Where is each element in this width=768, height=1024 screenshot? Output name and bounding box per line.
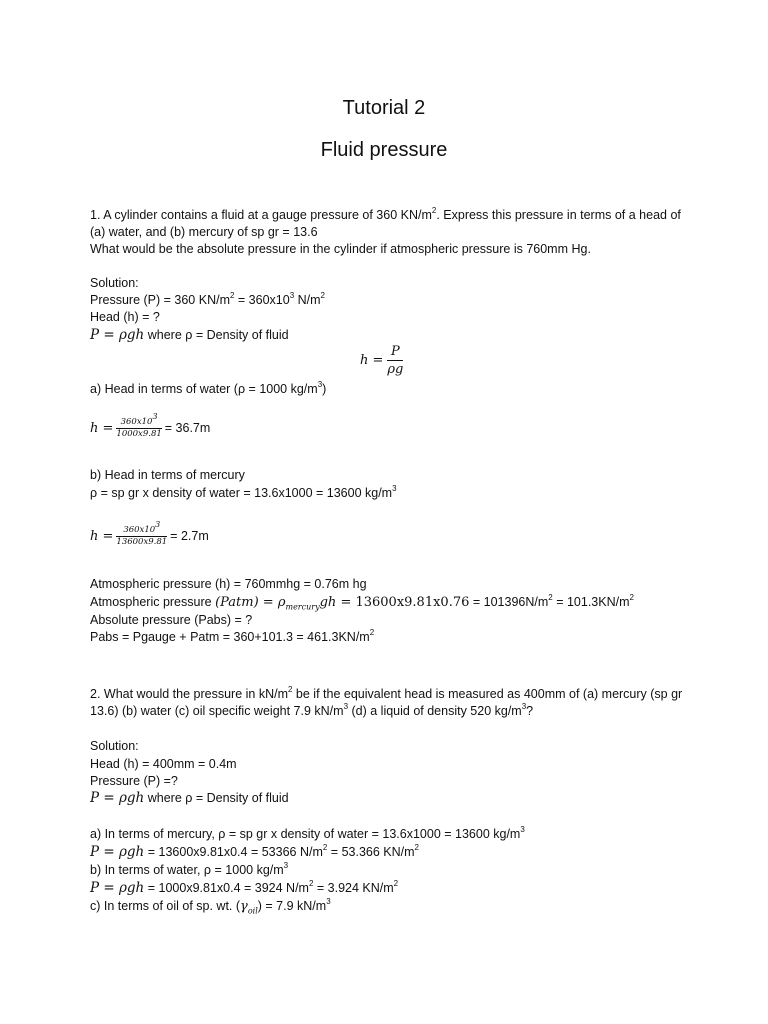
head-given: Head (h) = 400mm = 0.4m	[90, 757, 237, 771]
mercury-density: ρ = sp gr x density of water = 13.6x1000 = 13600 $kg/m^3$	[90, 483, 397, 500]
head-water-calc: h = $\frac{360x10^3}{1000x9.81}$ = 36.7m	[90, 412, 211, 439]
oil-specific-weight: c) In terms of oil of sp. wt. $(\gamma_{oil}) = 7.9$ $kN/m^3$	[90, 896, 331, 916]
mercury-pressure-calc: P = ρgh = 13600x9.81x0.4 = 53366 $N/m^2 = 53.366$ $KN/m^2$	[90, 842, 419, 860]
solution-2-label: Solution:	[90, 739, 139, 753]
atm-pressure-calc: Atmospheric pressure (Patm) = $\rho_{mercury}gh = 13600x9.81x0.76 = 101396N/m^2 = 101.3KN/m^2$	[90, 592, 634, 612]
document-subtitle: Fluid pressure	[320, 139, 448, 161]
head-unknown: Head (h) = ?	[90, 310, 160, 324]
absolute-pressure-calc: Pabs = Pgauge + Patm = $360+101.3 = 461.3KN/m^2$	[90, 627, 375, 644]
question-1-text: 1. A cylinder contains a fluid at a gauge pressure of 360 $KN/m^2$. Express this pressure in terms of a head of (a) water, and (b) mercury of sp gr = 13.6	[90, 205, 681, 239]
pressure-unknown: Pressure (P) =?	[90, 774, 178, 788]
atm-head: Atmospheric pressure (h) = 760mmhg = 0.76m hg	[90, 577, 367, 591]
head-mercury-calc: h = $\frac{360x10^3}{13600x9.81}$ = 2.7m	[90, 520, 209, 547]
part-b-heading: b) Head in terms of mercury	[90, 468, 245, 482]
head-formula: h = $\frac{P}{\rho g}$	[360, 344, 404, 377]
pressure-given: Pressure (P) = 360 $KN/m^2 = 360x10^3$ $N/m^2$	[90, 290, 325, 307]
water-density: b) In terms of water, ρ = 1000 $kg/m^3$	[90, 860, 289, 877]
absolute-pressure-unknown: Absolute pressure (Pabs) = ?	[90, 613, 253, 627]
question-2-text: 2. What would the pressure in $kN/m^2$ be if the equivalent head is measured as 400mm of (a) mercury (sp gr 13.6) (b) water (c) oil specific weight 7.9 $kN/m^3$ (d) a liquid of density 520 $kg/m^3$?	[90, 684, 683, 718]
solution-1-label: Solution:	[90, 276, 139, 290]
question-1-followup: What would be the absolute pressure in the cylinder if atmospheric pressure is 760mm Hg.	[90, 242, 591, 256]
pressure-formula-2: P = ρgh where ρ = Density of fluid	[90, 790, 289, 806]
pressure-formula-1: P = ρgh where ρ = Density of fluid	[90, 327, 289, 343]
part-a-heading: a) Head in terms of water (ρ = 1000 $kg/m^3$)	[90, 379, 327, 396]
document-title: Tutorial 2	[342, 97, 426, 119]
mercury-density-2: a) In terms of mercury, ρ = sp gr x density of water = 13.6x1000 = 13600 $kg/m^3$	[90, 824, 525, 841]
water-pressure-calc: P = ρgh = 1000x9.81x0.4 = 3924 $N/m^2 = 3.924$ $KN/m^2$	[90, 878, 399, 896]
